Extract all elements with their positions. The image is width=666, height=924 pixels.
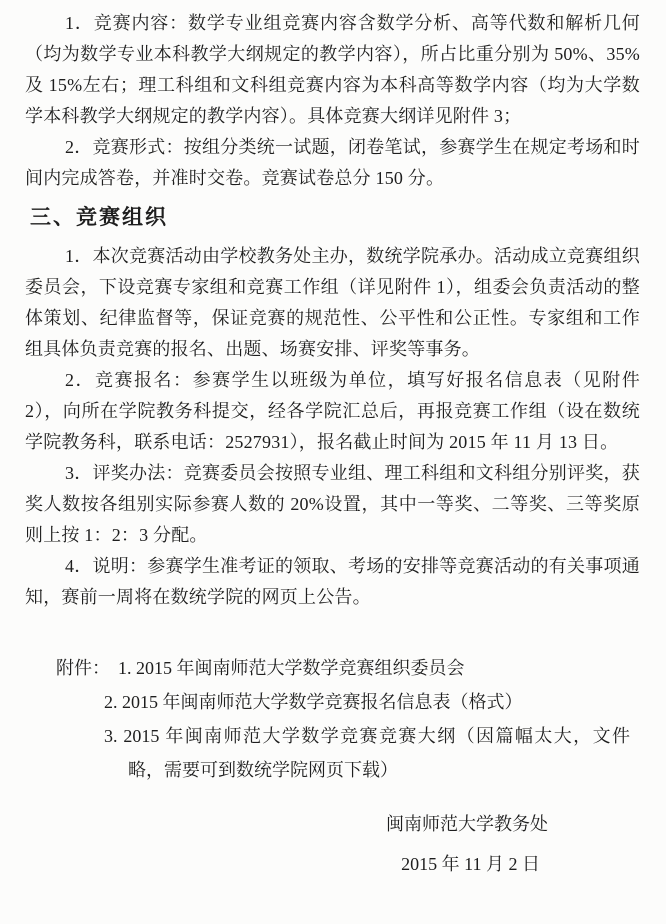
section-paragraph-4: 4．说明：参赛学生准考证的领取、考场的安排等竞赛活动的有关事项通知，赛前一周将在数统学院的网页上公告。 <box>25 556 640 607</box>
section-paragraph-2: 2．竞赛报名：参赛学生以班级为单位，填写好报名信息表（见附件 2），向所在学院教务科提交，经各学院汇总后，再报竞赛工作组（设在数统学院教务科，联系电话：2527931），报名截止时间为 2015 年 11 月 13 日。 <box>25 370 640 452</box>
attachment-row-1 <box>25 651 640 685</box>
attachment-item-1: 1. 2015 年闽南师范大学数学竞赛组织委员会 <box>118 658 465 678</box>
attachment-row-2 <box>25 685 640 719</box>
signature-date: 2015 年 11 月 2 日 <box>401 854 540 874</box>
section-heading-competition-organization: 三、竞赛组织 <box>30 206 168 229</box>
signature-block <box>25 809 640 879</box>
attachment-item-3: 3. 2015 年闽南师范大学数学竞赛竞赛大纲（因篇幅太大，文件略，需要可到数统学院网页下载） <box>104 726 630 780</box>
intro-paragraph-1: 1．竞赛内容：数学专业组竞赛内容含数学分析、高等代数和解析几何（均为数学专业本科教学大纲规定的教学内容），所占比重分别为 50%、35%及 15%左右；理工科组和文科组竞赛内容为本科高等数学内容（均为大学数学本科教学大纲规定的教学内容）。具体竞赛大纲详见附件 3； <box>25 13 640 126</box>
attachment-item-2: 2. 2015 年闽南师范大学数学竞赛报名信息表（格式） <box>104 692 523 712</box>
signature-organization: 闽南师范大学教务处 <box>386 814 548 834</box>
section-paragraph-3: 3．评奖办法：竞赛委员会按照专业组、理工科组和文科组分别评奖，获奖人数按各组别实际参赛人数的 20%设置，其中一等奖、二等奖、三等奖原则上按 1：2：3 分配。 <box>25 463 640 545</box>
attachments-label: 附件： <box>56 658 110 678</box>
section-paragraph-1: 1．本次竞赛活动由学校教务处主办，数统学院承办。活动成立竞赛组织委员会，下设竞赛专家组和竞赛工作组（详见附件 1），组委会负责活动的整体策划、纪律监督等，保证竞赛的规范性、公平性和公正性。专家组和工作组具体负责竞赛的报名、出题、场赛安排、评奖等事务。 <box>25 246 640 359</box>
intro-paragraph-2: 2．竞赛形式：按组分类统一试题，闭卷笔试，参赛学生在规定考场和时间内完成答卷，并准时交卷。竞赛试卷总分 150 分。 <box>25 137 640 188</box>
attachment-row-3 <box>25 719 640 787</box>
attachments-list <box>25 651 640 787</box>
